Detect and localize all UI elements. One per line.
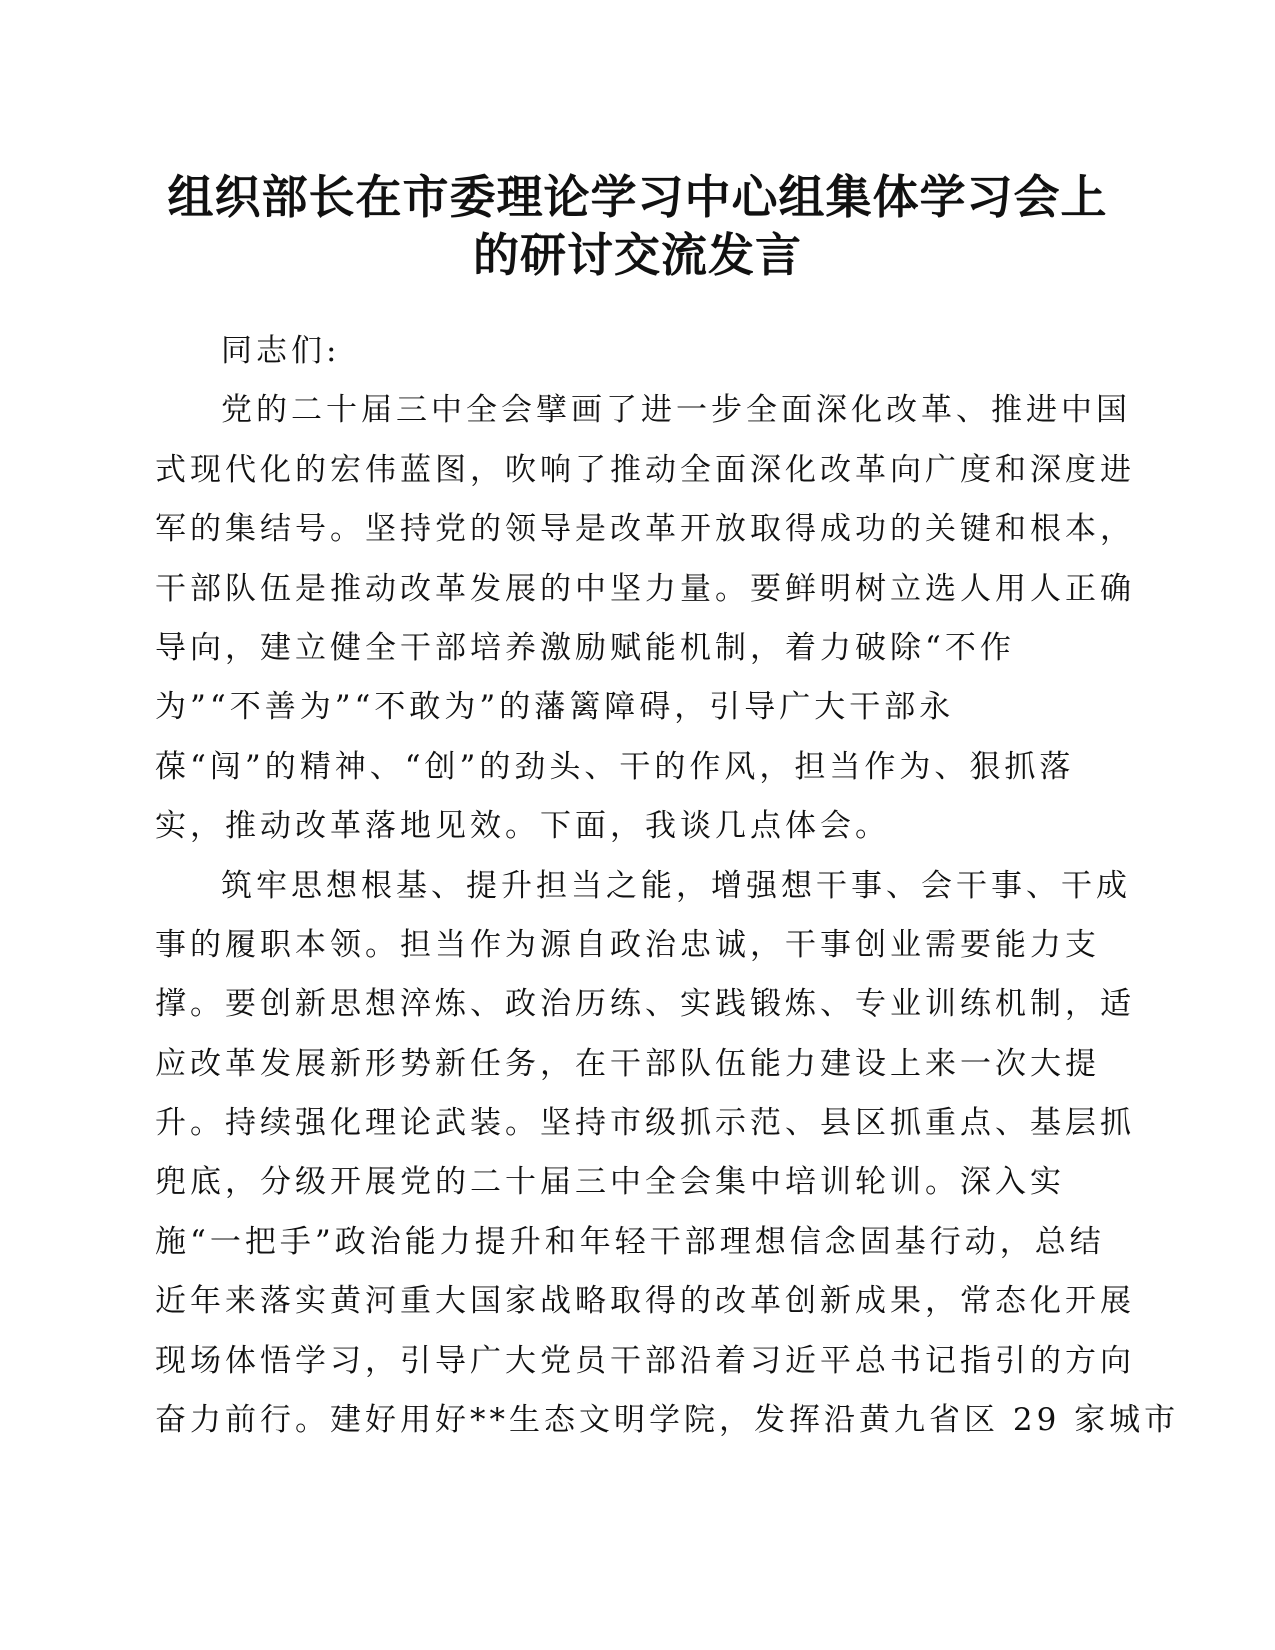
paragraph-1-line: 干部队伍是推动改革发展的中坚力量。要鲜明树立选人用人正确 (155, 570, 1135, 607)
title-line-1: 组织部长在市委理论学习中心组集体学习会上 (167, 170, 1108, 224)
paragraph-1-line: 式现代化的宏伟蓝图，吹响了推动全面深化改革向广度和深度进 (155, 451, 1135, 488)
paragraph-1-line: 实，推动改革落地见效。下面，我谈几点体会。 (155, 808, 890, 845)
paragraph-2-line: 现场体悟学习，引导广大党员干部沿着习近平总书记指引的方向 (155, 1342, 1135, 1379)
paragraph-1-line: 导向，建立健全干部培养激励赋能机制，着力破除“不作 (155, 629, 1015, 666)
paragraph-2-line: 撑。要创新思想淬炼、政治历练、实践锻炼、专业训练机制，适 (155, 986, 1135, 1023)
salutation: 同志们: (221, 333, 341, 369)
paragraph-1-line: 军的集结号。坚持党的领导是改革开放取得成功的关键和根本， (155, 511, 1135, 548)
document-body (155, 322, 1180, 1450)
paragraph-2-line: 升。持续强化理论武装。坚持市级抓示范、县区抓重点、基层抓 (155, 1105, 1135, 1142)
paragraph-2-line: 近年来落实黄河重大国家战略取得的改革创新成果，常态化开展 (155, 1283, 1135, 1320)
paragraph-2-line: 筑牢思想根基、提升担当之能，增强想干事、会干事、干成 (221, 867, 1131, 904)
paragraph-1-line: 葆“闯”的精神、“创”的劲头、干的作风，担当作为、狠抓落 (155, 748, 1075, 785)
paragraph-1-line: 党的二十届三中全会擘画了进一步全面深化改革、推进中国 (221, 392, 1131, 429)
paragraph-2-line: 施“一把手”政治能力提升和年轻干部理想信念固基行动，总结 (155, 1223, 1105, 1260)
paragraph-2-line: 兜底，分级开展党的二十届三中全会集中培训轮训。深入实 (155, 1164, 1065, 1201)
paragraph-2-line: 应改革发展新形势新任务，在干部队伍能力建设上来一次大提 (155, 1045, 1100, 1082)
paragraph-2-line: 奋力前行。建好用好**生态文明学院，发挥沿黄九省区 29 家城市 (155, 1402, 1180, 1439)
paragraph-2-line: 事的履职本领。担当作为源自政治忠诚，干事创业需要能力支 (155, 926, 1100, 963)
title-line-2: 的研讨交流发言 (473, 228, 802, 282)
paragraph-1-line: 为”“不善为”“不敢为”的藩篱障碍，引导广大干部永 (155, 689, 955, 726)
document-title (120, 168, 1155, 284)
